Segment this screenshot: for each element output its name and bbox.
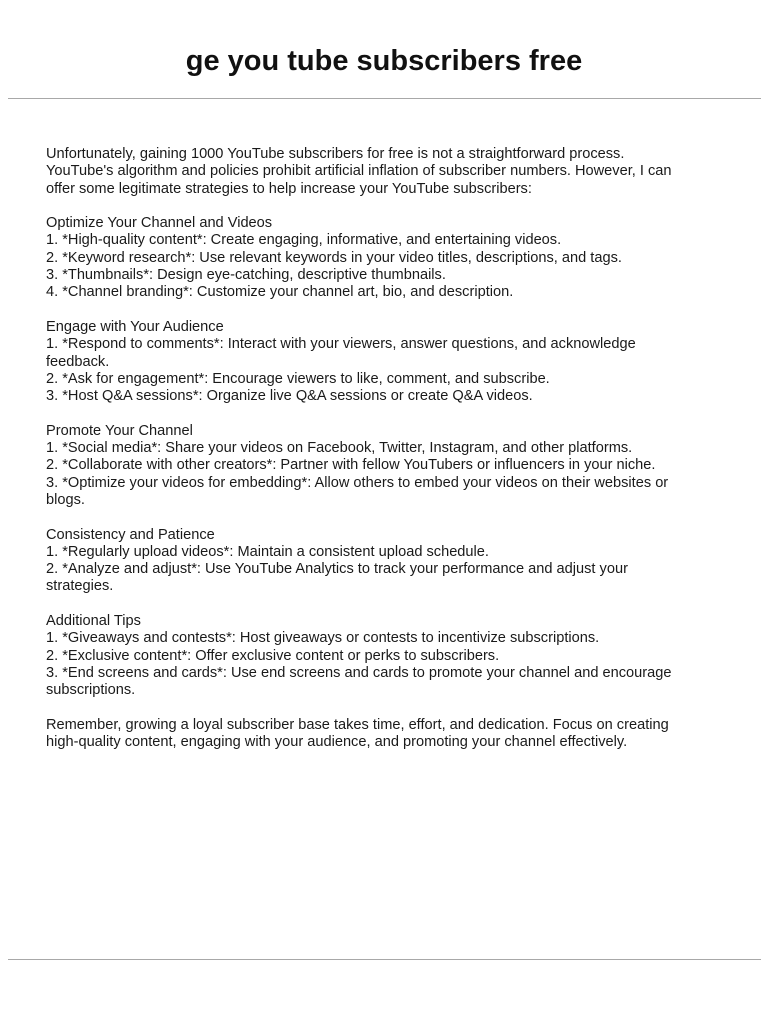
list-item: 2. *Exclusive content*: Offer exclusive content or perks to subscribers. (46, 647, 500, 664)
list-item: 2. *Analyze and adjust*: Use YouTube Analytics to track your performance and adjust your (46, 561, 628, 578)
list-item: 1. *Regularly upload videos*: Maintain a consistent upload schedule. (46, 543, 489, 560)
intro-paragraph (46, 146, 726, 198)
section-promote (46, 423, 726, 509)
section-engage (46, 319, 726, 405)
list-item: strategies. (46, 578, 114, 595)
section-additional-tips (46, 613, 726, 699)
list-item: 2. *Collaborate with other creators*: Partner with fellow YouTubers or influencers in your niche. (46, 457, 656, 474)
list-item: 1. *Giveaways and contests*: Host giveaways or contests to incentivize subscriptions. (46, 630, 600, 647)
list-item: 3. *Optimize your videos for embedding*: Allow others to embed your videos on their websites or (46, 474, 669, 491)
list-item: 3. *Thumbnails*: Design eye-catching, descriptive thumbnails. (46, 267, 446, 284)
document-body (46, 146, 726, 769)
section-heading: Engage with Your Audience (46, 318, 224, 335)
list-item: blogs. (46, 491, 85, 508)
list-item: 1. *Social media*: Share your videos on Facebook, Twitter, Instagram, and other platforms. (46, 440, 633, 457)
list-item: feedback. (46, 353, 110, 370)
list-item: subscriptions. (46, 682, 136, 699)
list-item: 3. *Host Q&A sessions*: Organize live Q&A sessions or create Q&A videos. (46, 388, 533, 405)
closing-paragraph (46, 717, 726, 752)
section-heading: Optimize Your Channel and Videos (46, 215, 273, 232)
footer-divider (8, 959, 761, 960)
intro-line: offer some legitimate strategies to help increase your YouTube subscribers: (46, 180, 532, 197)
closing-line: high-quality content, engaging with your audience, and promoting your channel effectively. (46, 734, 628, 751)
page-title: ge you tube subscribers free (185, 45, 583, 77)
section-heading: Additional Tips (46, 613, 141, 630)
section-heading: Promote Your Channel (46, 422, 193, 439)
intro-line: Unfortunately, gaining 1000 YouTube subscribers for free is not a straightforward process. (46, 146, 625, 162)
list-item: 1. *Respond to comments*: Interact with your viewers, answer questions, and acknowledge (46, 336, 636, 353)
list-item: 2. *Ask for engagement*: Encourage viewers to like, comment, and subscribe. (46, 370, 550, 387)
list-item: 2. *Keyword research*: Use relevant keywords in your video titles, descriptions, and tags. (46, 249, 622, 266)
closing-line: Remember, growing a loyal subscriber base takes time, effort, and dedication. Focus on creating (46, 716, 669, 733)
list-item: 3. *End screens and cards*: Use end screens and cards to promote your channel and encourage (46, 664, 672, 681)
section-heading: Consistency and Patience (46, 526, 215, 543)
list-item: 4. *Channel branding*: Customize your channel art, bio, and description. (46, 284, 514, 301)
header-divider (8, 98, 761, 99)
intro-line: YouTube's algorithm and policies prohibit artificial inflation of subscriber numbers. However, I can (46, 163, 672, 180)
list-item: 1. *High-quality content*: Create engaging, informative, and entertaining videos. (46, 232, 562, 249)
section-consistency (46, 527, 726, 596)
section-optimize (46, 215, 726, 301)
